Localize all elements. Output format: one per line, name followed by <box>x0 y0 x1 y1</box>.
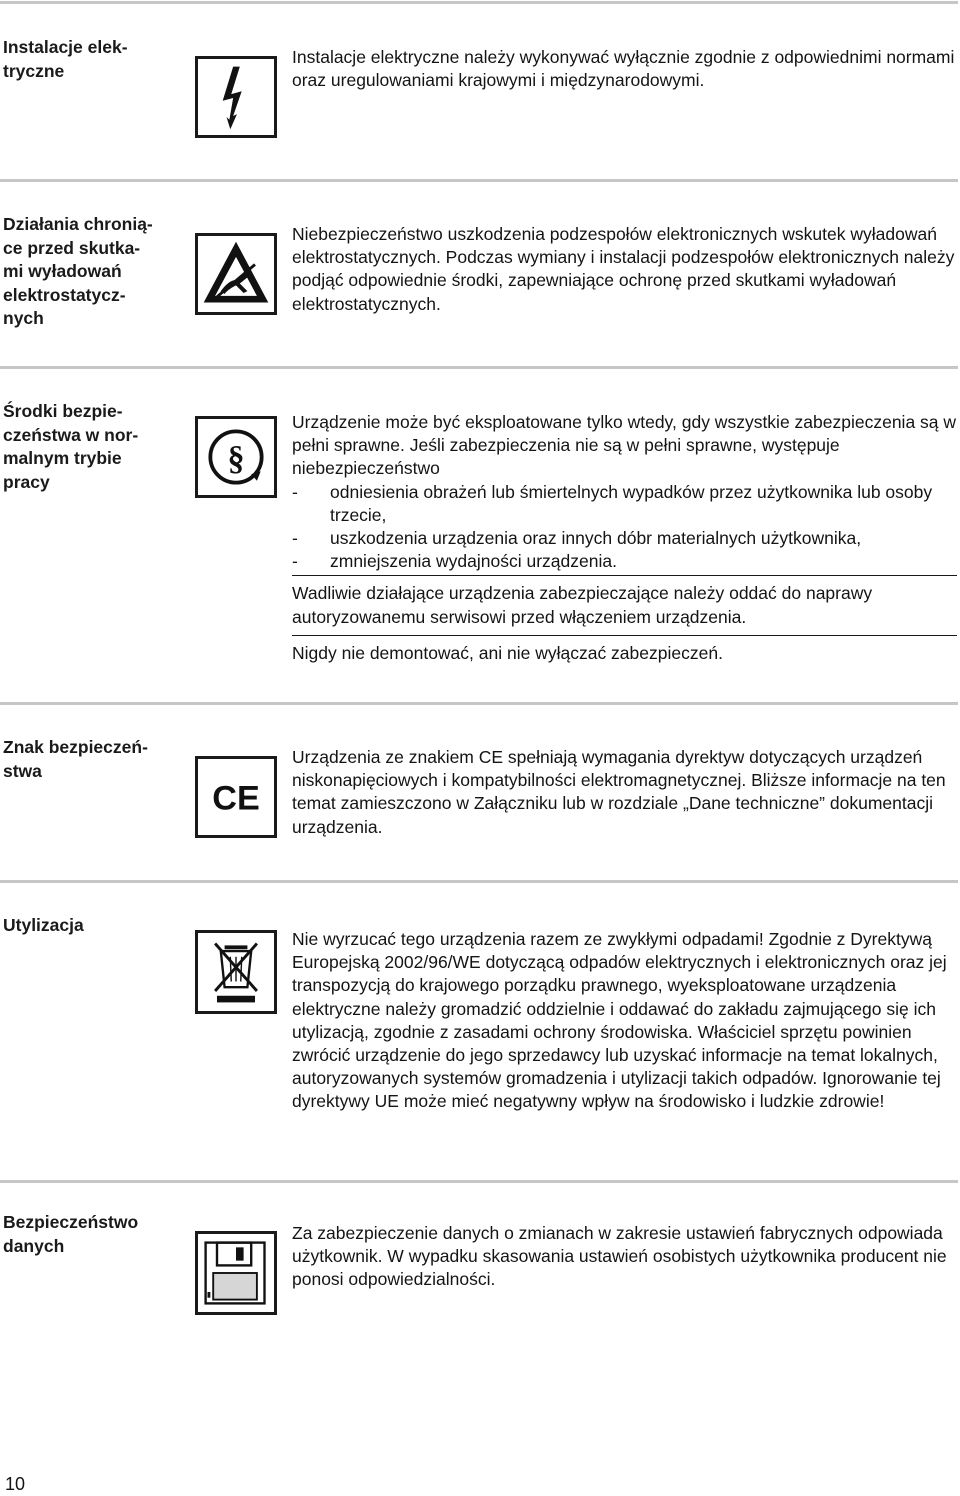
section-title: Utylizacja <box>3 915 84 935</box>
section-text: Urządzenia ze znakiem CE spełniają wymagania dyrektyw dotyczących urządzeń niskonapięciowych i kompatybilności elektromagnetycznej. Bliższe informacje na ten temat zamieszczono w Załączniku lub w rozdziale „Dane techniczne” dokumentacji urządzenia. <box>292 747 946 837</box>
safety-paragraph-icon <box>195 416 277 498</box>
list-item: - zmniejszenia wydajności urządzenia. <box>292 550 957 573</box>
list-item: - odniesienia obrażeń lub śmiertelnych wypadków przez użytkownika lub osoby trzecie, <box>292 481 957 527</box>
page-number: 10 <box>5 1474 26 1494</box>
section-divider <box>0 880 958 883</box>
ce-mark-icon <box>195 756 277 838</box>
section-text: Instalacje elektryczne należy wykonywać wyłącznie zgodnie z odpowiednimi normami oraz uregulowaniami krajowymi i międzynarodowymi. <box>292 47 955 91</box>
list-item: - uszkodzenia urządzenia oraz innych dóbr materialnych użytkownika, <box>292 527 957 550</box>
ce-mark-text: CE <box>212 779 260 818</box>
esd-warning-icon <box>195 233 277 315</box>
electrical-hazard-icon <box>195 56 277 138</box>
section-divider <box>0 1180 958 1183</box>
section-divider <box>0 366 958 369</box>
section-divider <box>0 702 958 705</box>
crossed-bin-icon <box>195 930 277 1014</box>
section-text: Nigdy nie demontować, ani nie wyłączać zabezpieczeń. <box>292 635 957 665</box>
section-divider <box>0 1 958 4</box>
section-text: Nie wyrzucać tego urządzenia razem ze zwykłymi odpadami! Zgodnie z Dyrektywą Europejską 2002/96/WE dotyczącą odpadów elektrycznych i elektronicznych oraz jej transpozycją do krajowego porządku prawnego, wyeksploatowane urządzenia elektryczne należy gromadzić oddzielnie i oddawać do zakładu zajmującego się ich utylizacją, zgodnie z zasadami ochrony środowiska. Właściciel sprzętu powinien zwrócić urządzenie do jego sprzedawcy lub uzyskać informacje na temat lokalnych, autoryzowanych systemów gromadzenia i utylizacji takich odpadów. Ignorowanie tej dyrektywy UE może mieć negatywny wpływ na środowisko i ludzkie zdrowie! <box>292 929 947 1112</box>
section-text: Za zabezpieczenie danych o zmianach w zakresie ustawień fabrycznych odpowiada użytkownik. W wypadku skasowania ustawień osobistych użytkownika producent nie ponosi odpowiedzialności. <box>292 1223 947 1290</box>
section-text: Wadliwie działające urządzenia zabezpieczające należy oddać do naprawy autoryzowanemu serwisowi przed włączeniem urządzenia. <box>292 575 957 628</box>
section-text: Niebezpieczeństwo uszkodzenia podzespołów elektronicznych wskutek wyładowań elektrostatycznych. Podczas wymiany i instalacji podzespołów elektronicznych należy podjąć odpowiednie środki, zapewniające ochronę przed skutkami wyładowań elektrostatycznych. <box>292 224 955 314</box>
section-title: Działania chronią- ce przed skutka- mi wyładowań elektrostatycz- nych <box>3 214 153 328</box>
section-text: Urządzenie może być eksploatowane tylko wtedy, gdy wszystkie zabezpieczenia są w pełni sprawne. Jeśli zabezpieczenia nie są w pełni sprawne, występuje niebezpieczeństwo <box>292 412 957 479</box>
section-title: Bezpieczeństwo danych <box>3 1212 139 1256</box>
hazard-list <box>292 481 957 574</box>
section-title: Instalacje elek- tryczne <box>3 37 128 81</box>
section-divider <box>0 179 958 182</box>
section-title: Środki bezpie- czeństwa w nor- malnym trybie pracy <box>3 401 139 492</box>
floppy-disk-icon <box>195 1231 277 1315</box>
svg-text:§: § <box>227 440 245 478</box>
section-title: Znak bezpieczeń- stwa <box>3 737 148 781</box>
